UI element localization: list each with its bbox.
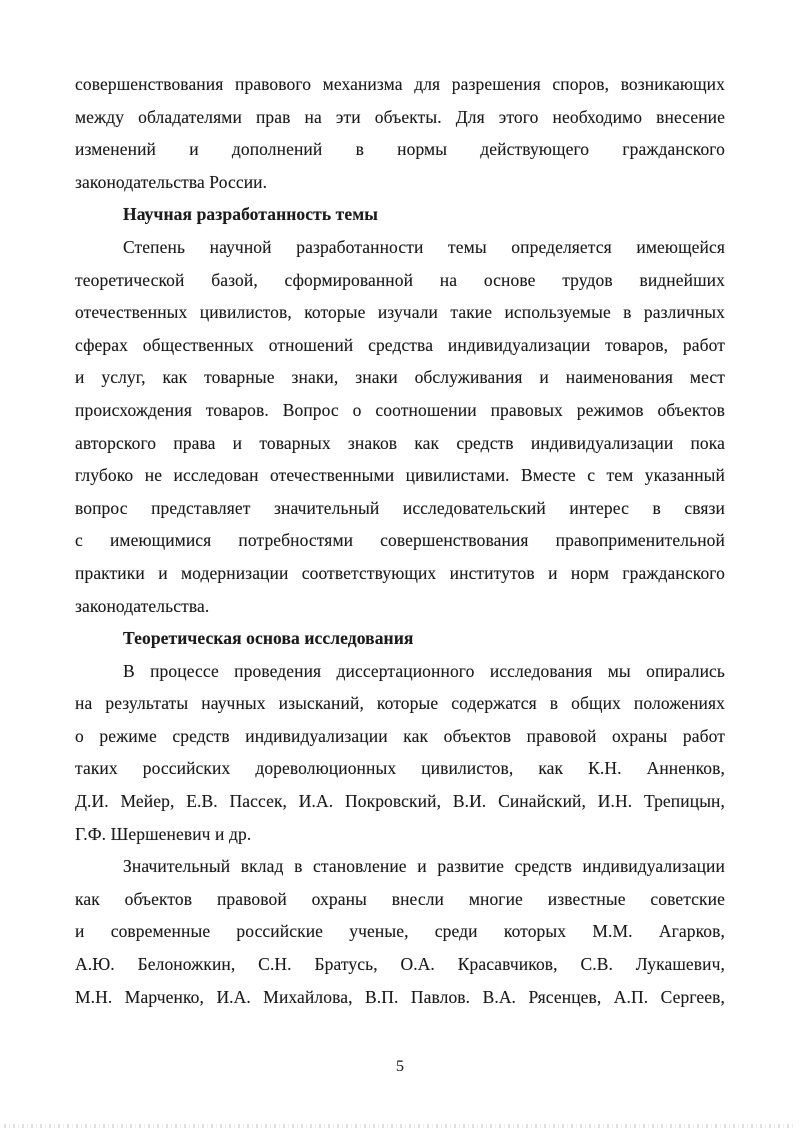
scan-artifact-strip: [4, 1124, 796, 1128]
text-line: законодательства России.: [75, 171, 268, 192]
text-line: авторского права и товарных знаков как средств индивидуализации пока: [75, 432, 725, 453]
text-line: теоретической базой, сформированной на основе трудов виднейших: [75, 269, 725, 290]
text-line: таких российских дореволюционных цивилистов, как К.Н. Анненков,: [75, 758, 725, 779]
text-line: между обладателями прав на эти объекты. Для этого необходимо внесение: [75, 106, 725, 127]
text-line: сферах общественных отношений средства индивидуализации товаров, работ: [75, 334, 725, 355]
text-line: отечественных цивилистов, которые изучали такие используемые в различных: [75, 302, 725, 323]
page-number: 5: [396, 1058, 404, 1075]
text-line: изменений и дополнений в нормы действующего гражданского: [75, 139, 725, 160]
text-line: как объектов правовой охраны внесли многие известные советские: [75, 888, 725, 909]
section-heading: Теоретическая основа исследования: [123, 628, 414, 649]
text-line: совершенствования правового механизма для разрешения споров, возникающих: [75, 74, 725, 94]
section-heading: Научная разработанность темы: [123, 204, 379, 225]
text-line: вопрос представляет значительный исследовательский интерес в связи: [75, 497, 725, 518]
text-line: глубоко не исследован отечественными цивилистами. Вместе с тем указанный: [75, 465, 725, 486]
text-line: законодательства.: [75, 595, 210, 616]
text-line: Степень научной разработанности темы определяется имеющейся: [123, 236, 725, 257]
text-line: Г.Ф. Шершеневич и др.: [75, 823, 252, 844]
text-line: А.Ю. Белоножкин, С.Н. Братусь, О.А. Красавчиков, С.В. Лукашевич,: [75, 954, 725, 975]
text-line: и современные российские ученые, среди которых М.М. Агарков,: [75, 921, 725, 942]
text-line: о режиме средств индивидуализации как объектов правовой охраны работ: [75, 725, 725, 746]
text-line: происхождения товаров. Вопрос о соотношении правовых режимов объектов: [75, 399, 725, 420]
text-line: Д.И. Мейер, Е.В. Пассек, И.А. Покровский, В.И. Синайский, И.Н. Трепицын,: [75, 791, 725, 812]
document-body: [75, 68, 725, 1013]
text-line: и услуг, как товарные знаки, знаки обслуживания и наименования мест: [75, 367, 725, 388]
text-line: практики и модернизации соответствующих институтов и норм гражданского: [75, 562, 725, 583]
text-line: Значительный вклад в становление и развитие средств индивидуализации: [123, 856, 725, 877]
text-line: М.Н. Марченко, И.А. Михайлова, В.П. Павлов. В.А. Рясенцев, А.П. Сергеев,: [75, 986, 725, 1007]
text-line: с имеющимися потребностями совершенствования правоприменительной: [75, 530, 725, 551]
text-line: В процессе проведения диссертационного исследования мы опирались: [123, 660, 725, 681]
text-line: на результаты научных изысканий, которые содержатся в общих положениях: [75, 693, 725, 714]
